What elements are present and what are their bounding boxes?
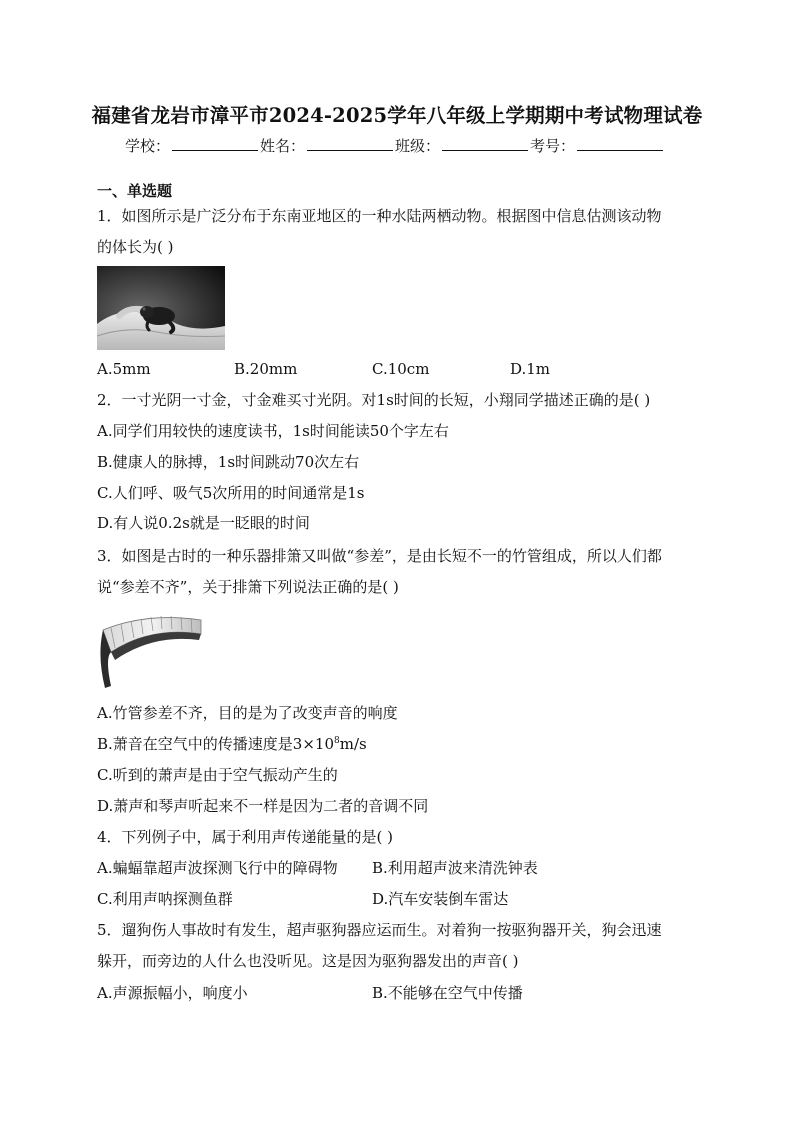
q5-option-a: A.声源振幅小，响度小 (97, 984, 248, 1002)
school-label: 学校： (125, 137, 171, 155)
q3-option-b-text: B.萧音在空气中的传播速度是 (97, 735, 293, 753)
exam-no-label: 考号： (530, 137, 576, 155)
q4-text-line1: 4．下列例子中，属于利用声传递能量的是( ) (97, 828, 394, 846)
q3-text-line2: 说“参差不齐”，关于排箫下列说法正确的是( ) (97, 578, 399, 596)
student-info-row (125, 135, 665, 156)
q2-option-c: C.人们呼、吸气5次所用的时间通常是1s (97, 484, 365, 502)
q2-text-line1: 2．一寸光阴一寸金，寸金难买寸光阴。对1s时间的长短，小翔同学描述正确的是( ) (97, 391, 651, 409)
q3-option-a: A.竹管参差不齐，目的是为了改变声音的响度 (97, 704, 398, 722)
q1-option-d: D.1m (510, 360, 551, 378)
section-heading: 一、单选题 (97, 182, 173, 200)
q3-option-b-unit: m/s (339, 735, 367, 753)
school-blank (172, 136, 258, 151)
q5-text-line1: 5．遛狗伤人事故时有发生，超声驱狗器应运而生。对着狗一按驱狗器开关，狗会迅速 (97, 921, 662, 939)
q3-option-d: D.萧声和琴声听起来不一样是因为二者的音调不同 (97, 797, 429, 815)
name-blank (307, 136, 393, 151)
q4-option-b: B.利用超声波来清洗钟表 (372, 859, 538, 877)
q1-option-a: A.5mm (97, 360, 151, 378)
class-blank (442, 136, 528, 151)
q2-option-d: D.有人说0.2s就是一眨眼的时间 (97, 514, 310, 532)
exam-no-blank (577, 136, 663, 151)
q1-text-line2: 的体长为( ) (97, 238, 174, 256)
q2-option-b: B.健康人的脉搏，1s时间跳动70次左右 (97, 453, 360, 471)
q3-text-line1: 3．如图是古时的一种乐器排箫又叫做“参差”，是由长短不一的竹管组成，所以人们都 (97, 547, 662, 565)
q1-option-b: B.20mm (234, 360, 298, 378)
frog-on-hand-image (97, 266, 225, 350)
exam-title: 福建省龙岩市漳平市2024-2025学年八年级上学期期中考试物理试卷 (91, 104, 703, 127)
q4-option-d: D.汽车安装倒车雷达 (372, 890, 509, 908)
q4-option-c: C.利用声呐探测鱼群 (97, 890, 233, 908)
class-label: 班级： (395, 137, 441, 155)
q3-option-b (97, 733, 367, 754)
name-label: 姓名： (260, 137, 306, 155)
q1-option-c: C.10cm (372, 360, 430, 378)
panpipe-image (97, 612, 205, 690)
q3-option-b-value: 3×10 (292, 735, 334, 753)
q4-option-a: A.蝙蝠靠超声波探测飞行中的障碍物 (97, 859, 338, 877)
q2-option-a: A.同学们用较快的速度读书，1s时间能读50个字左右 (97, 422, 449, 440)
q3-option-b-exponent: 8 (334, 736, 340, 746)
q1-text-line1: 1．如图所示是广泛分布于东南亚地区的一种水陆两栖动物。根据图中信息估测该动物 (97, 207, 662, 225)
q5-option-b: B.不能够在空气中传播 (372, 984, 523, 1002)
q5-text-line2: 躲开，而旁边的人什么也没听见。这是因为驱狗器发出的声音( ) (97, 952, 519, 970)
q3-option-c: C.听到的萧声是由于空气振动产生的 (97, 766, 338, 784)
